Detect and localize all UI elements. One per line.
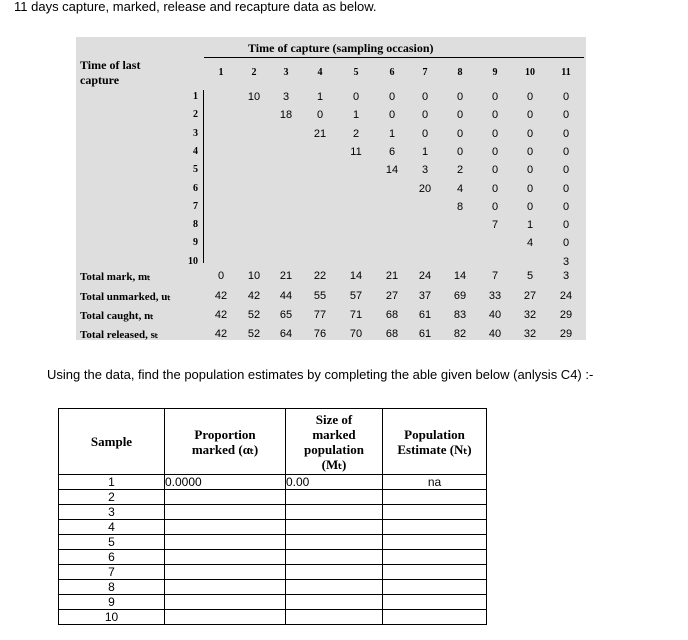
- header-sample: Sample: [59, 409, 165, 475]
- recapture-cell: 0: [456, 109, 464, 122]
- recapture-cell: 0: [562, 145, 570, 158]
- estimate-cell[interactable]: [383, 610, 487, 625]
- recapture-cell: 6: [388, 145, 396, 158]
- proportion-cell[interactable]: [165, 535, 286, 550]
- recapture-cell: 0: [491, 164, 499, 177]
- recapture-cell: 1: [421, 145, 429, 158]
- total-cell: 82: [453, 328, 467, 340]
- recapture-cell: 0: [421, 127, 429, 140]
- recapture-cell: 0: [491, 145, 499, 158]
- total-cell: 70: [349, 328, 363, 340]
- proportion-cell[interactable]: [165, 610, 286, 625]
- proportion-cell[interactable]: 0.0000: [165, 475, 286, 490]
- last-capture-row-label: 8: [193, 219, 198, 231]
- estimate-cell[interactable]: [383, 535, 487, 550]
- recapture-cell: 1: [316, 91, 324, 103]
- total-cell: 24: [559, 290, 573, 302]
- recapture-cell: 0: [562, 109, 570, 122]
- size-cell[interactable]: [286, 595, 383, 610]
- total-cell: 40: [488, 309, 502, 321]
- proportion-cell[interactable]: [165, 565, 286, 580]
- recapture-cell: 0: [491, 109, 499, 122]
- estimate-cell[interactable]: [383, 490, 487, 505]
- recapture-cell: 3: [282, 91, 290, 103]
- total-cell: 42: [247, 290, 261, 302]
- table-row: [59, 580, 487, 595]
- total-cell: 3: [562, 270, 570, 282]
- recapture-cell: 18: [279, 109, 293, 122]
- header-estimate: Population Estimate (Nₜ): [383, 409, 487, 475]
- last-capture-row-label: 6: [193, 182, 198, 194]
- sample-cell: 5: [59, 535, 165, 550]
- total-cell: 29: [559, 328, 573, 340]
- estimate-cell[interactable]: [383, 565, 487, 580]
- total-cell: 83: [453, 309, 467, 321]
- total-cell: 7: [491, 270, 499, 282]
- total-cell: 33: [488, 290, 502, 302]
- last-capture-row-label: 1: [193, 91, 198, 102]
- size-cell[interactable]: [286, 610, 383, 625]
- size-cell[interactable]: 0.00: [286, 475, 383, 490]
- size-cell[interactable]: [286, 490, 383, 505]
- total-cell: 5: [526, 270, 534, 282]
- sample-cell: 3: [59, 505, 165, 520]
- size-cell[interactable]: [286, 535, 383, 550]
- recapture-cell: 0: [491, 182, 499, 195]
- recapture-cell: 0: [562, 237, 570, 250]
- total-cell: 68: [385, 328, 399, 340]
- last-capture-row-label: 9: [193, 237, 198, 249]
- size-cell[interactable]: [286, 550, 383, 565]
- estimate-cell[interactable]: [383, 580, 487, 595]
- recapture-cell: 20: [418, 182, 432, 195]
- estimate-table-body: [59, 475, 487, 625]
- recapture-cell: 0: [562, 91, 570, 103]
- last-capture-row-label: 3: [193, 127, 198, 139]
- total-cell: 65: [279, 309, 293, 321]
- recapture-cell: 0: [562, 127, 570, 140]
- recapture-cell: 0: [491, 91, 499, 103]
- proportion-cell[interactable]: [165, 490, 286, 505]
- recapture-cell: 0: [526, 182, 534, 195]
- capture-occasion-header: 3: [283, 67, 289, 78]
- last-capture-row-label: 4: [193, 145, 198, 157]
- header-rule: [204, 57, 584, 58]
- size-cell[interactable]: [286, 520, 383, 535]
- size-cell[interactable]: [286, 505, 383, 520]
- total-cell: 57: [349, 290, 363, 302]
- size-cell[interactable]: [286, 580, 383, 595]
- prompt-text: Using the data, find the population estimates by completing the able given below (anlysis C4) :-: [47, 367, 594, 382]
- sample-cell: 10: [59, 610, 165, 625]
- recapture-cell: 8: [456, 200, 464, 213]
- capture-occasion-header: 7: [422, 67, 428, 78]
- recapture-cell: 0: [352, 91, 360, 103]
- sample-cell: 9: [59, 595, 165, 610]
- recapture-cell: 2: [352, 127, 360, 140]
- proportion-cell[interactable]: [165, 505, 286, 520]
- header-proportion: Proportion marked (αₜ): [165, 409, 286, 475]
- sample-cell: 6: [59, 550, 165, 565]
- recapture-cell: 7: [491, 219, 499, 232]
- total-cell: 21: [279, 270, 293, 282]
- total-cell: 40: [488, 328, 502, 340]
- proportion-cell[interactable]: [165, 595, 286, 610]
- recapture-cell: 11: [350, 145, 362, 158]
- recapture-cell: 2: [456, 164, 464, 177]
- table-row: [59, 475, 487, 490]
- estimate-table: [58, 408, 487, 625]
- recapture-cell: 0: [491, 200, 499, 213]
- total-row-label: Total caught, nₜ: [80, 310, 154, 322]
- sample-cell: 4: [59, 520, 165, 535]
- capture-occasion-header: 4: [317, 67, 323, 78]
- total-cell: 44: [279, 290, 293, 302]
- capture-occasion-header: 5: [353, 67, 359, 78]
- recapture-cell: 0: [456, 127, 464, 140]
- total-row-label: Total unmarked, uₜ: [80, 291, 171, 303]
- recapture-cell: 4: [456, 182, 464, 195]
- recapture-cell: 0: [526, 91, 534, 103]
- table-row: [59, 595, 487, 610]
- proportion-cell[interactable]: [165, 520, 286, 535]
- total-cell: 42: [214, 309, 228, 321]
- capture-occasion-header: 2: [251, 67, 257, 78]
- recapture-cell: 1: [352, 109, 360, 122]
- row-header-line-1: Time of last: [80, 58, 141, 72]
- total-cell: 76: [313, 328, 327, 340]
- total-cell: 27: [523, 290, 537, 302]
- recapture-cell: 0: [562, 164, 570, 177]
- recapture-cell: 3: [562, 255, 570, 268]
- capture-occasion-header: 8: [457, 67, 463, 78]
- total-cell: 42: [214, 290, 228, 302]
- recapture-cell: 0: [421, 91, 429, 103]
- sample-cell: 7: [59, 565, 165, 580]
- capture-occasion-header: 1: [218, 67, 224, 78]
- total-cell: 0: [217, 270, 225, 282]
- total-cell: 32: [523, 309, 537, 321]
- total-cell: 22: [313, 270, 327, 282]
- total-row-label: Total released, sₜ: [80, 329, 159, 341]
- total-cell: 24: [418, 270, 432, 282]
- recapture-cell: 1: [526, 219, 534, 232]
- recapture-cell: 0: [526, 164, 534, 177]
- total-cell: 52: [247, 328, 261, 340]
- recapture-cell: 0: [526, 127, 534, 140]
- recapture-cell: 4: [526, 237, 534, 250]
- recapture-cell: 0: [562, 219, 570, 232]
- table-row: [59, 520, 487, 535]
- recapture-cell: 0: [562, 200, 570, 213]
- sample-cell: 2: [59, 490, 165, 505]
- capture-occasion-header: 11: [561, 67, 571, 78]
- capture-occasion-header: 9: [492, 67, 498, 78]
- total-cell: 10: [247, 270, 261, 282]
- total-cell: 21: [385, 270, 399, 282]
- estimate-cell[interactable]: [383, 595, 487, 610]
- total-cell: 52: [247, 309, 261, 321]
- last-capture-row-label: 5: [193, 164, 198, 176]
- header-size: Size of marked population (Mₜ): [286, 409, 383, 475]
- intro-text: 11 days capture, marked, release and recapture data as below.: [14, 0, 377, 14]
- proportion-cell[interactable]: [165, 550, 286, 565]
- table-row: [59, 565, 487, 580]
- table-row: [59, 505, 487, 520]
- total-cell: 37: [418, 290, 432, 302]
- recapture-cell: 3: [421, 164, 429, 177]
- recapture-cell: 0: [388, 91, 396, 103]
- total-cell: 32: [523, 328, 537, 340]
- recapture-cell: 0: [456, 91, 464, 103]
- recapture-cell: 0: [388, 109, 396, 122]
- last-capture-row-label: 2: [193, 109, 198, 121]
- recapture-cell: 0: [421, 109, 429, 122]
- row-header: [80, 58, 140, 88]
- capture-table-title: Time of capture (sampling occasion): [248, 41, 434, 55]
- recapture-cell: 14: [385, 164, 399, 177]
- estimate-cell[interactable]: [383, 520, 487, 535]
- side-rule: [203, 90, 204, 263]
- sample-cell: 8: [59, 580, 165, 595]
- sample-cell: 1: [59, 475, 165, 490]
- total-cell: 77: [313, 309, 327, 321]
- recapture-cell: 0: [526, 200, 534, 213]
- total-cell: 61: [418, 328, 432, 340]
- total-cell: 14: [349, 270, 363, 282]
- recapture-cell: 10: [247, 91, 261, 103]
- last-capture-row-label: 7: [193, 200, 198, 212]
- total-cell: 29: [559, 309, 573, 321]
- recapture-cell: 1: [388, 127, 396, 140]
- recapture-cell: 21: [313, 127, 327, 140]
- total-cell: 42: [214, 328, 228, 340]
- total-row-label: Total mark, mₜ: [80, 271, 151, 283]
- table-row: [59, 550, 487, 565]
- capture-occasion-header: 6: [389, 67, 395, 78]
- recapture-cell: 0: [316, 109, 324, 122]
- total-cell: 64: [279, 328, 293, 340]
- total-cell: 14: [453, 270, 467, 282]
- last-capture-row-label: 10: [188, 255, 198, 267]
- recapture-cell: 0: [491, 127, 499, 140]
- recapture-cell: 0: [456, 145, 464, 158]
- row-header-line-2: capture: [80, 73, 120, 87]
- total-cell: 71: [349, 309, 363, 321]
- estimate-cell[interactable]: [383, 550, 487, 565]
- proportion-cell[interactable]: [165, 580, 286, 595]
- total-cell: 61: [418, 309, 432, 321]
- table-row: [59, 610, 487, 625]
- estimate-cell[interactable]: na: [383, 475, 487, 490]
- estimate-cell[interactable]: [383, 505, 487, 520]
- total-cell: 27: [385, 290, 399, 302]
- recapture-cell: 0: [526, 109, 534, 122]
- total-cell: 55: [313, 290, 327, 302]
- table-row: [59, 490, 487, 505]
- recapture-cell: 0: [562, 182, 570, 195]
- total-cell: 69: [453, 290, 467, 302]
- recapture-cell: 0: [526, 145, 534, 158]
- size-cell[interactable]: [286, 565, 383, 580]
- table-row: [59, 535, 487, 550]
- capture-occasion-header: 10: [525, 67, 535, 78]
- total-cell: 68: [385, 309, 399, 321]
